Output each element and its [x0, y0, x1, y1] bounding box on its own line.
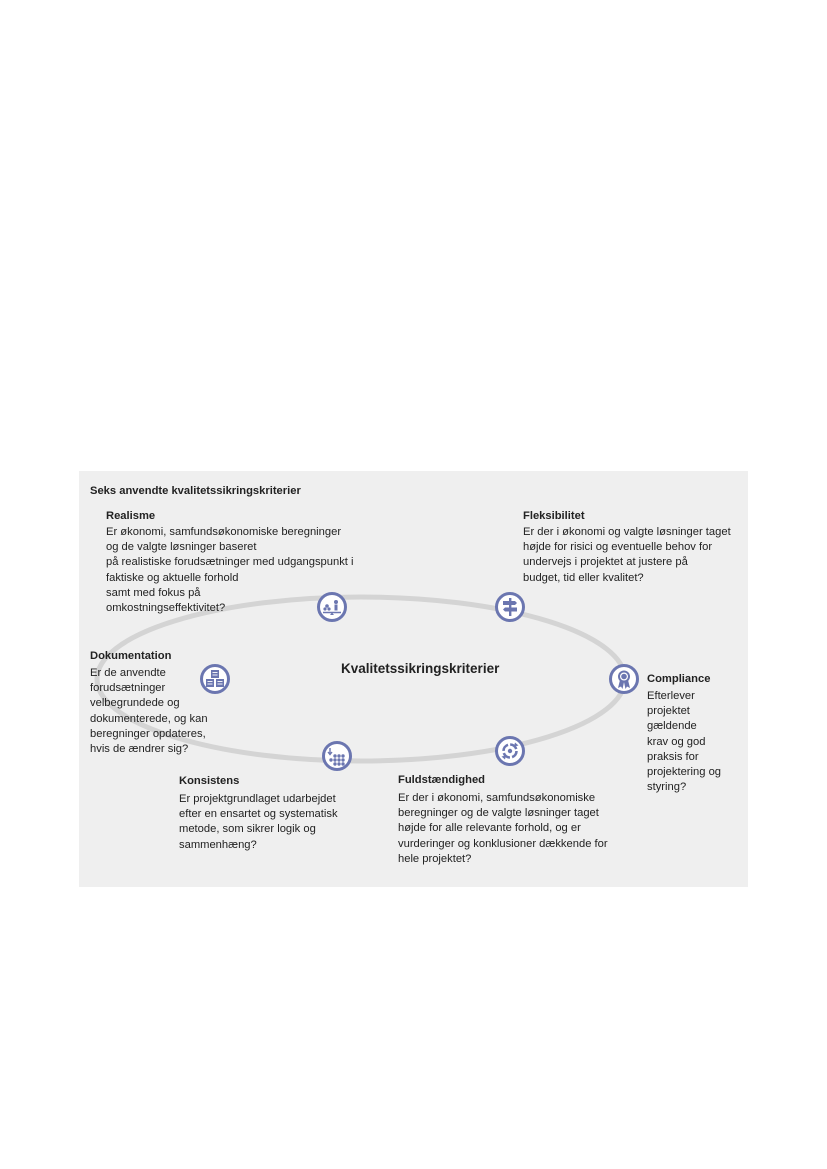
compliance-title: Compliance [647, 673, 711, 685]
panel-title: Seks anvendte kvalitetssikringskriterier [90, 485, 301, 497]
fleksibilitet-title: Fleksibilitet [523, 510, 585, 522]
dot-grid-icon [322, 741, 352, 771]
fleksibilitet-text: Er der i økonomi og valgte løsninger taget højde for risici og eventuelle behov for undervejs i projektet at justere på budget, tid eller kvalitet? [523, 526, 731, 584]
signpost-icon [495, 592, 525, 622]
konsistens-title: Konsistens [179, 775, 240, 787]
realisme-title: Realisme [106, 510, 156, 522]
cycle-arrows-icon [495, 736, 525, 766]
dokumentation-title: Dokumentation [90, 650, 172, 662]
award-ribbon-icon [609, 664, 639, 694]
fuldstaendighed-text: Er der i økonomi, samfundsøkonomiske beregninger og de valgte løsninger taget højde for alle relevante forhold, og er vurderinger og konklusioner dækkende for hele projektet? [398, 792, 608, 865]
fuldstaendighed-title: Fuldstændighed [398, 774, 486, 786]
dokumentation-text: Er de anvendte forudsætninger velbegrundede og dokumenterede, og kan beregninger opdateres, hvis de ændrer sig? [90, 667, 208, 756]
criteria-panel [79, 471, 748, 887]
konsistens-text: Er projektgrundlaget udarbejdet efter en ensartet og systematisk metode, som sikrer logik og sammenhæng? [179, 793, 338, 851]
center-title: Kvalitetssikringskriterier [341, 661, 500, 676]
compliance-text: Efterlever projektet gældende krav og god praksis for projektering og styring? [647, 690, 722, 794]
realisme-text: Er økonomi, samfundsøkonomiske beregninger og de valgte løsninger baseret på realistiske forudsætninger med udgangspunkt i faktiske og aktuelle forhold samt med fokus på omkostningseffektivitet? [106, 526, 354, 615]
